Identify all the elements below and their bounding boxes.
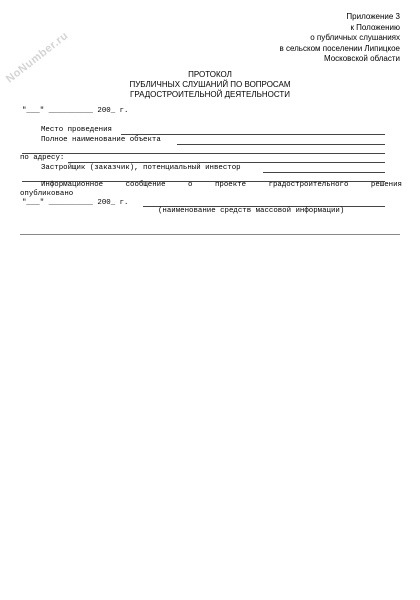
- published-label: опубликовано: [20, 190, 74, 198]
- document-title: [0, 70, 420, 100]
- media-caption: (наименование средств массовой информации): [158, 207, 345, 215]
- developer-label: Застройщик (заказчик), потенциальный инвестор: [41, 164, 241, 172]
- object-field-continued[interactable]: [22, 153, 385, 154]
- title-line: ПУБЛИЧНЫХ СЛУШАНИЙ ПО ВОПРОСАМ: [129, 80, 291, 89]
- info-message: [41, 181, 402, 190]
- address-field[interactable]: [68, 162, 385, 163]
- appendix-line: в сельском поселении Липицкое: [279, 43, 400, 53]
- title-line: ПРОТОКОЛ: [188, 70, 232, 79]
- place-field[interactable]: [121, 134, 385, 135]
- date-line: "___" __________ 200_ г.: [22, 107, 129, 115]
- info-word: Информационное: [41, 181, 104, 189]
- info-word: градостроительного: [268, 181, 349, 189]
- title-line: ГРАДОСТРОИТЕЛЬНОЙ ДЕЯТЕЛЬНОСТИ: [129, 90, 290, 99]
- place-label: Место проведения: [41, 126, 112, 134]
- object-label: Полное наименование объекта: [41, 136, 161, 144]
- developer-field[interactable]: [263, 172, 385, 173]
- watermark: NoNumber.ru: [4, 29, 71, 86]
- info-word: сообщение: [125, 181, 166, 189]
- appendix-line: к Положению: [350, 22, 400, 32]
- appendix-line: Московской области: [323, 54, 400, 63]
- appendix-header: [279, 12, 400, 65]
- bottom-divider: [20, 234, 400, 235]
- info-word: проекте: [215, 181, 247, 189]
- appendix-line: о публичных слушаниях: [310, 33, 400, 42]
- appendix-line: Приложение 3: [346, 12, 400, 21]
- publication-date-line: "___" __________ 200_ г.: [22, 199, 129, 207]
- info-word: решения: [370, 181, 402, 189]
- object-field[interactable]: [177, 144, 385, 145]
- address-label: по адресу:: [20, 154, 65, 162]
- info-word: о: [188, 181, 193, 189]
